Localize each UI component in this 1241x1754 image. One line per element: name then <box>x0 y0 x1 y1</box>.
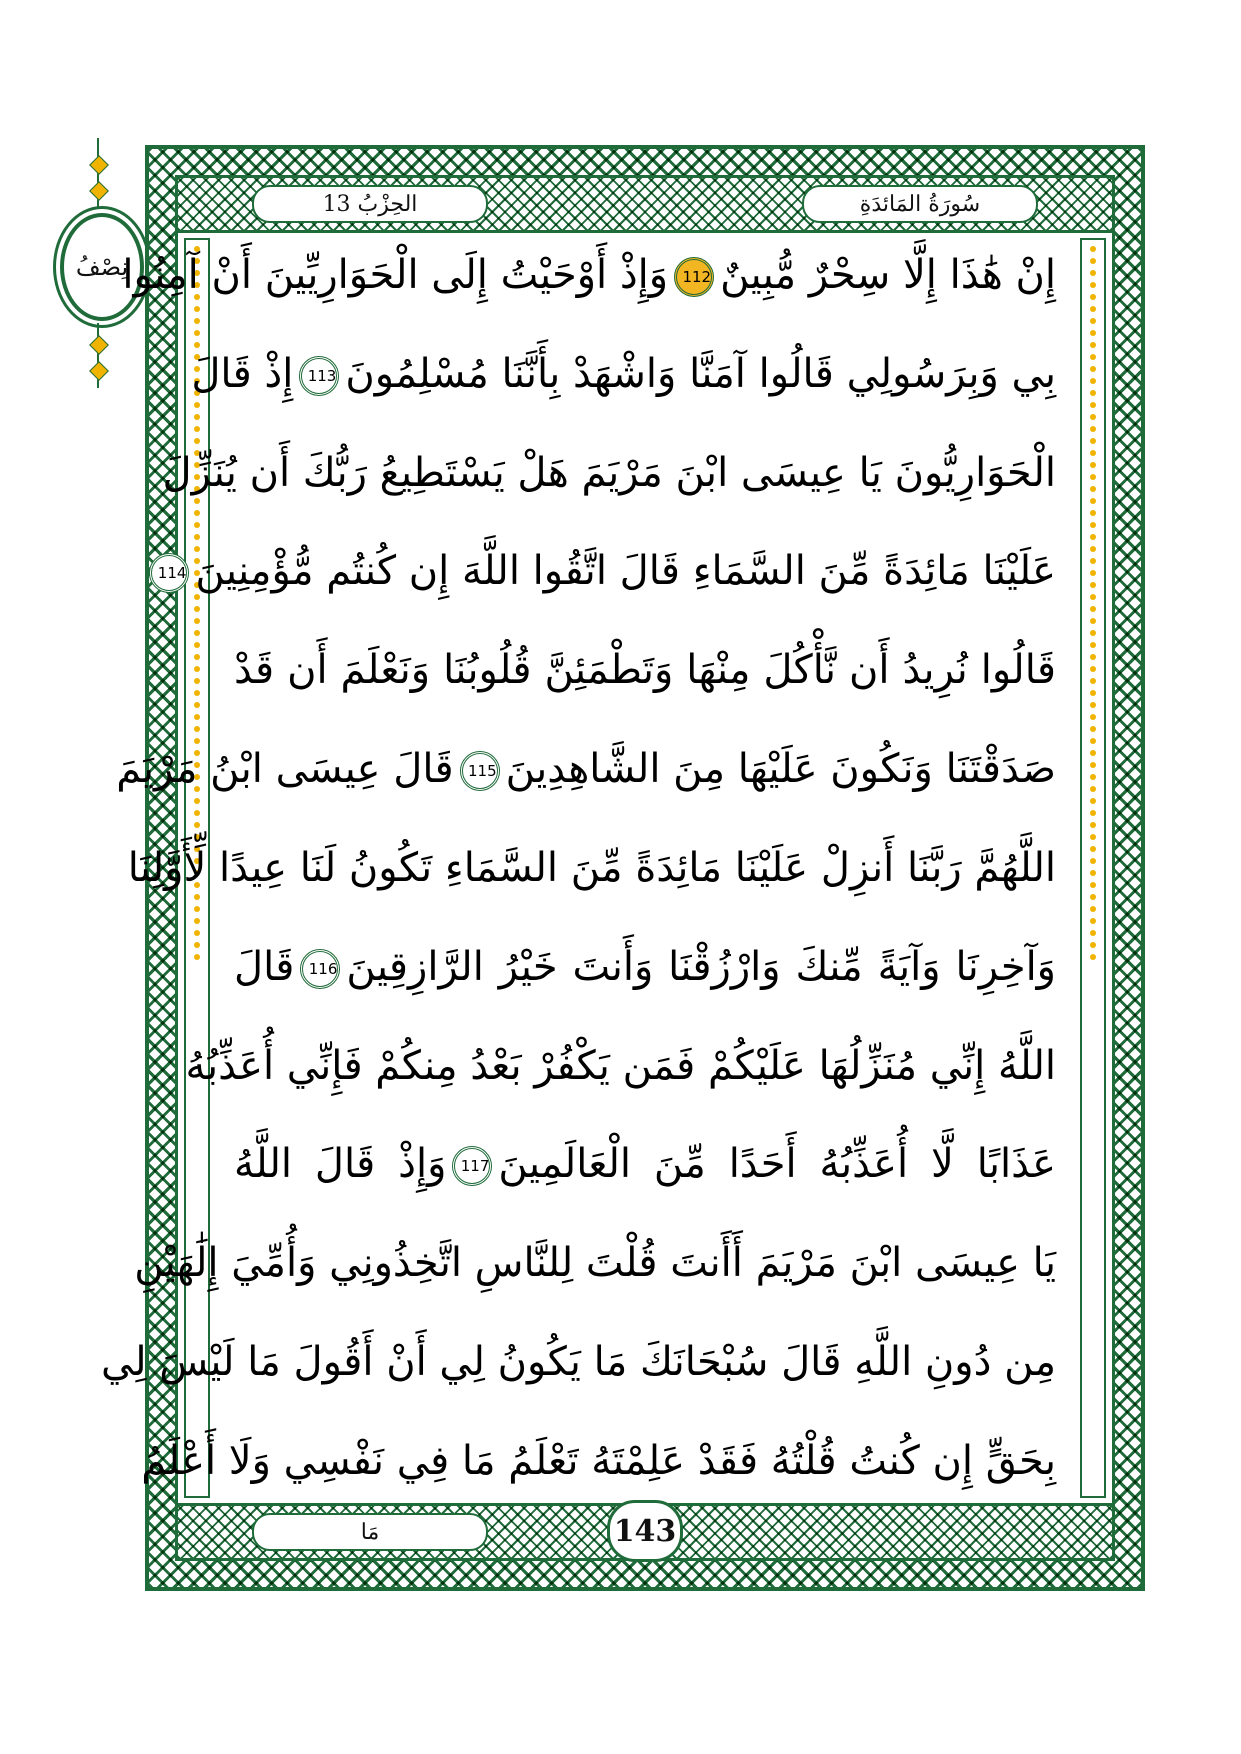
verse-text: اللَّهُمَّ رَبَّنَا أَنزِلْ عَلَيْنَا مَائِدَةً مِّنَ السَّمَاءِ تَكُونُ لَنَا عِيدًا لِّأَوَّلِنَا <box>127 844 1056 891</box>
pillar-bead <box>1090 618 1096 624</box>
pillar-bead <box>1090 462 1096 468</box>
pillar-bead <box>1090 366 1096 372</box>
pillar-bead <box>1090 282 1096 288</box>
pillar-bead <box>194 702 200 708</box>
verse-text: صَدَقْتَنَا وَنَكُونَ عَلَيْهَا مِنَ الشَّاهِدِينَ <box>505 746 1056 793</box>
verse-text: بِي وَبِرَسُولِي قَالُوا آمَنَّا وَاشْهَدْ بِأَنَّنَا مُسْلِمُونَ <box>345 350 1056 397</box>
page-number-text: 143 <box>613 1513 677 1549</box>
pillar-bead <box>1090 630 1096 636</box>
pillar-bead <box>1090 330 1096 336</box>
marker-bead <box>89 361 109 381</box>
pillar-bead <box>1090 654 1096 660</box>
pillar-bead <box>194 942 200 948</box>
page-number <box>607 1500 683 1562</box>
verse-text: عَلَيْنَا مَائِدَةً مِّنَ السَّمَاءِ قَالَ اتَّقُوا اللَّهَ إِن كُنتُم مُّؤْمِنِينَ <box>195 548 1056 595</box>
pillar-bead <box>1090 510 1096 516</box>
pillar-bead <box>1090 258 1096 264</box>
text-line <box>122 240 1056 310</box>
pillar-bead <box>194 426 200 432</box>
pillar-bead <box>194 630 200 636</box>
pillar-bead <box>1090 714 1096 720</box>
pillar-bead <box>1090 834 1096 840</box>
hizb-cartouche <box>252 185 488 223</box>
verse-text: وَآخِرِنَا وَآيَةً مِّنكَ وَارْزُقْنَا وَأَنتَ خَيْرُ الرَّازِقِينَ <box>346 943 1056 990</box>
pillar-bead <box>1090 942 1096 948</box>
hizb-label: الحِزْبُ 13 <box>322 191 418 217</box>
pillar-bead <box>1090 678 1096 684</box>
ayah-number-marker: 114 <box>149 553 189 593</box>
pillar-bead <box>1090 846 1096 852</box>
pillar-bead <box>1090 390 1096 396</box>
pillar-bead <box>1090 882 1096 888</box>
marker-bead <box>89 335 109 355</box>
pillar-bead <box>1090 270 1096 276</box>
ayah-number-marker: 117 <box>452 1146 492 1186</box>
pillar-bead <box>1090 738 1096 744</box>
text-line <box>185 1031 1056 1101</box>
pillar-bead <box>1090 666 1096 672</box>
pillar-bead <box>1090 726 1096 732</box>
surah-cartouche <box>802 185 1038 223</box>
ayah-number-marker: 116 <box>300 949 340 989</box>
pillar-bead <box>1090 930 1096 936</box>
pillar-bead <box>194 906 200 912</box>
pillar-bead <box>1090 558 1096 564</box>
verse-text: وَإِذْ قَالَ اللَّهُ <box>234 1141 447 1188</box>
text-line <box>234 1129 1056 1199</box>
text-line <box>141 1426 1056 1496</box>
catchword-cartouche <box>252 1513 488 1551</box>
text-line <box>134 1228 1056 1298</box>
pillar-bead <box>194 930 200 936</box>
right-pillar <box>1080 238 1106 1498</box>
pillar-bead <box>1090 246 1096 252</box>
pillar-bead <box>1090 354 1096 360</box>
pillar-bead <box>194 606 200 612</box>
pillar-bead <box>1090 474 1096 480</box>
pillar-bead <box>1090 342 1096 348</box>
verse-text: قَالُوا نُرِيدُ أَن نَّأْكُلَ مِنْهَا وَتَطْمَئِنَّ قُلُوبُنَا وَنَعْلَمَ أَن قَدْ <box>234 647 1056 694</box>
pillar-bead <box>194 330 200 336</box>
pillar-bead <box>1090 426 1096 432</box>
pillar-bead <box>1090 522 1096 528</box>
verse-text: قَالَ عِيسَى ابْنُ مَرْيَمَ <box>116 746 454 793</box>
marker-label: نِصْفُ <box>75 253 129 281</box>
pillar-bead <box>1090 450 1096 456</box>
pillar-bead <box>194 318 200 324</box>
surah-name: سُورَةُ المَائدَةِ <box>859 191 981 217</box>
footer-band <box>178 1503 1112 1558</box>
pillar-bead <box>194 414 200 420</box>
pillar-bead <box>1090 894 1096 900</box>
pillar-bead <box>1090 918 1096 924</box>
pillar-bead <box>1090 774 1096 780</box>
pillar-bead <box>1090 762 1096 768</box>
text-line <box>127 833 1056 903</box>
pillar-bead <box>1090 906 1096 912</box>
verse-text: اللَّهُ إِنِّي مُنَزِّلُهَا عَلَيْكُمْ فَمَن يَكْفُرْ بَعْدُ مِنكُمْ فَإِنِّي أُعَذِّبُهُ <box>185 1042 1056 1089</box>
pillar-bead <box>1090 642 1096 648</box>
verse-text: وَإِذْ أَوْحَيْتُ إِلَى الْحَوَارِيِّينَ أَنْ آمِنُوا <box>122 252 669 298</box>
text-line <box>191 339 1056 409</box>
verse-text: بِحَقٍّ إِن كُنتُ قُلْتُهُ فَقَدْ عَلِمْتَهُ تَعْلَمُ مَا فِي نَفْسِي وَلَا أَعْلَمُ <box>141 1437 1056 1484</box>
pillar-bead <box>1090 594 1096 600</box>
pillar-bead <box>194 690 200 696</box>
pillar-bead <box>1090 810 1096 816</box>
verse-text: قَالَ <box>234 943 295 990</box>
verse-text: إِنْ هَٰذَا إِلَّا سِحْرٌ مُّبِينٌ <box>720 252 1056 298</box>
ayah-number-marker: 113 <box>299 356 339 396</box>
text-line <box>101 1327 1056 1397</box>
pillar-bead <box>1090 606 1096 612</box>
pillar-bead <box>194 918 200 924</box>
pillar-bead <box>1090 498 1096 504</box>
pillar-bead <box>1090 378 1096 384</box>
verse-text: الْحَوَارِيُّونَ يَا عِيسَى ابْنَ مَرْيَمَ هَلْ يَسْتَطِيعُ رَبُّكَ أَن يُنَزِّلَ <box>162 449 1056 496</box>
pillar-bead <box>194 522 200 528</box>
pillar-bead <box>1090 690 1096 696</box>
pillar-bead <box>1090 858 1096 864</box>
pillar-bead <box>1090 702 1096 708</box>
text-line <box>116 734 1056 804</box>
pillar-bead <box>194 654 200 660</box>
pillar-bead <box>194 822 200 828</box>
pillar-bead <box>194 642 200 648</box>
pillar-bead <box>194 678 200 684</box>
verse-text: مِن دُونِ اللَّهِ قَالَ سُبْحَانَكَ مَا يَكُونُ لِي أَنْ أَقُولَ مَا لَيْسَ لِي <box>101 1339 1056 1386</box>
verse-text: عَذَابًا لَّا أُعَذِّبُهُ أَحَدًا مِّنَ الْعَالَمِينَ <box>498 1141 1057 1188</box>
text-line <box>157 536 1056 606</box>
pillar-bead <box>194 714 200 720</box>
pillar-bead <box>194 618 200 624</box>
pillar-bead <box>1090 486 1096 492</box>
pillar-bead <box>1090 570 1096 576</box>
pillar-bead <box>1090 318 1096 324</box>
pillar-bead <box>1090 582 1096 588</box>
verse-text: إِذْ قَالَ <box>191 350 294 397</box>
text-line <box>234 932 1056 1002</box>
pillar-bead <box>1090 534 1096 540</box>
pillar-bead <box>1090 438 1096 444</box>
marker-bead <box>89 181 109 201</box>
pillar-bead <box>1090 414 1096 420</box>
pillar-bead <box>194 810 200 816</box>
pillar-bead <box>1090 786 1096 792</box>
pillar-bead <box>1090 870 1096 876</box>
header-band <box>178 178 1112 233</box>
pillar-bead <box>194 954 200 960</box>
ayah-number-marker: 112 <box>674 257 714 297</box>
pillar-bead <box>194 666 200 672</box>
pillar-bead <box>1090 402 1096 408</box>
ayah-number-marker: 115 <box>460 751 500 791</box>
verse-text: يَا عِيسَى ابْنَ مَرْيَمَ أَأَنتَ قُلْتَ لِلنَّاسِ اتَّخِذُونِي وَأُمِّيَ إِلَٰهَيْنِ <box>134 1240 1056 1287</box>
pillar-bead <box>1090 750 1096 756</box>
pillar-bead <box>1090 822 1096 828</box>
pillar-bead <box>1090 954 1096 960</box>
marker-bead <box>89 155 109 175</box>
catchword: مَا <box>360 1519 380 1545</box>
text-line <box>234 635 1056 705</box>
pillar-bead <box>1090 306 1096 312</box>
pillar-bead <box>194 726 200 732</box>
text-line <box>162 438 1056 508</box>
pillar-bead <box>1090 546 1096 552</box>
pillar-bead <box>1090 294 1096 300</box>
pillar-bead <box>194 510 200 516</box>
pillar-bead <box>1090 798 1096 804</box>
